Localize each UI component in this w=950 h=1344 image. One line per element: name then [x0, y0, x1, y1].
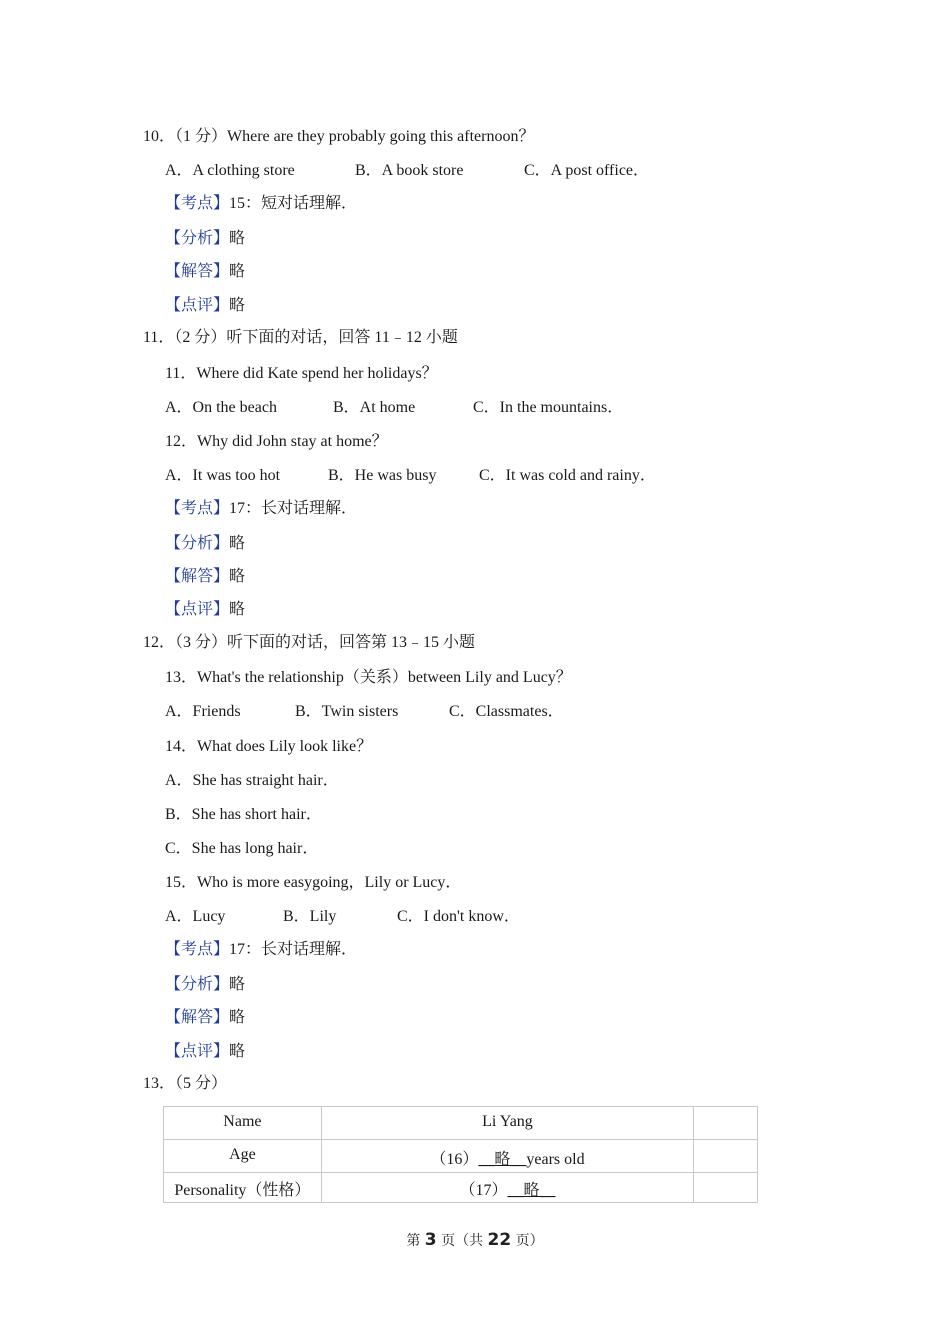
q12-sub1-options	[165, 702, 564, 722]
fenxi-tag: 【分析】	[165, 976, 230, 993]
kaodian-tag: 【考点】	[165, 500, 230, 517]
q12-kaodian	[165, 940, 357, 960]
jieda-tag: 【解答】	[165, 568, 230, 585]
q10-option-c: C．A post office．	[524, 162, 650, 179]
jieda-tag: 【解答】	[165, 1009, 230, 1026]
age-label-cell: Age	[164, 1140, 322, 1173]
q10-dianping	[165, 296, 245, 316]
q11-sub2: 12．Why did John stay at home？	[165, 433, 388, 450]
age-value-cell	[321, 1140, 693, 1173]
fenxi-text: 略	[229, 535, 246, 552]
info-table	[163, 1106, 758, 1203]
dianping-tag: 【点评】	[165, 297, 230, 314]
q11-kaodian	[165, 499, 357, 519]
jieda-text: 略	[229, 568, 246, 585]
q10-jieda	[165, 262, 245, 282]
q11-sub1: 11．Where did Kate spend her holidays？	[165, 365, 438, 382]
q12-jieda	[165, 1008, 245, 1028]
q13-stem: 13．（5 分）	[143, 1075, 228, 1092]
q11-sub2-option-c: C．It was cold and rainy．	[479, 467, 656, 484]
q10-kaodian	[165, 194, 357, 214]
q11-sub1-options	[165, 398, 623, 418]
q11-sub1-option-c: C．In the mountains．	[473, 399, 624, 416]
fenxi-tag: 【分析】	[165, 535, 230, 552]
page-footer	[0, 1230, 950, 1250]
q11-dianping	[165, 600, 245, 620]
blank-number: （16）	[430, 1151, 479, 1168]
kaodian-text: 17：长对话理解．	[229, 941, 358, 958]
q11-sub1-option-b: B．At home	[333, 399, 416, 416]
kaodian-tag: 【考点】	[165, 195, 230, 212]
table-row	[164, 1173, 758, 1203]
page-number: 3	[424, 1230, 437, 1250]
q12-fenxi	[165, 975, 245, 995]
answer-blank: ＿略＿	[478, 1151, 527, 1168]
q12-sub3-option-b: B．Lily	[283, 908, 337, 925]
personality-value-cell	[321, 1173, 693, 1203]
footer-pre: 第	[406, 1233, 425, 1249]
q12-sub2-option-a: A．She has straight hair．	[165, 772, 339, 789]
q10-option-b: B．A book store	[355, 162, 464, 179]
q12-sub2-option-c: C．She has long hair．	[165, 840, 319, 857]
q11-jieda	[165, 567, 245, 587]
kaodian-text: 17：长对话理解．	[229, 500, 358, 517]
q12-sub1-option-a: A．Friends	[165, 703, 241, 720]
answer-blank: ＿略＿	[507, 1182, 556, 1199]
dianping-tag: 【点评】	[165, 1043, 230, 1060]
q11-sub2-options	[165, 466, 656, 486]
q12-sub3-option-c: C．I don't know．	[397, 908, 520, 925]
dianping-text: 略	[229, 297, 246, 314]
q11-fenxi	[165, 534, 245, 554]
q12-dianping	[165, 1042, 245, 1062]
q10-option-a: A．A clothing store	[165, 162, 295, 179]
q10-fenxi	[165, 229, 245, 249]
kaodian-text: 15：短对话理解．	[229, 195, 358, 212]
q12-stem: 12．（3 分）听下面的对话，回答第 13﹣15 小题	[143, 634, 476, 651]
empty-cell	[694, 1140, 758, 1173]
q11-stem: 11．（2 分）听下面的对话，回答 11﹣12 小题	[143, 329, 458, 346]
q10-options	[165, 161, 649, 181]
table-row	[164, 1140, 758, 1173]
empty-cell	[694, 1107, 758, 1140]
blank-number: （17）	[459, 1182, 508, 1199]
page-total: 22	[487, 1230, 512, 1250]
footer-mid: 页（共	[436, 1233, 488, 1249]
name-value-cell: Li Yang	[321, 1107, 693, 1140]
jieda-text: 略	[229, 1009, 246, 1026]
q12-sub2: 14．What does Lily look like？	[165, 738, 373, 755]
dianping-text: 略	[229, 1043, 246, 1060]
q12-sub1-option-c: C．Classmates．	[449, 703, 564, 720]
q11-sub2-option-b: B．He was busy	[328, 467, 437, 484]
q11-sub2-option-a: A．It was too hot	[165, 467, 281, 484]
table-row	[164, 1107, 758, 1140]
unit-text: years old	[526, 1151, 585, 1168]
q12-sub1-option-b: B．Twin sisters	[295, 703, 399, 720]
kaodian-tag: 【考点】	[165, 941, 230, 958]
q10-stem: 10．（1 分）Where are they probably going this afternoon？	[143, 128, 535, 145]
q12-sub1: 13．What's the relationship（关系）between Lily and Lucy？	[165, 669, 572, 686]
q12-sub3: 15．Who is more easygoing，Lily or Lucy．	[165, 874, 462, 891]
jieda-text: 略	[229, 263, 246, 280]
fenxi-text: 略	[229, 230, 246, 247]
empty-cell	[694, 1173, 758, 1203]
dianping-text: 略	[229, 601, 246, 618]
dianping-tag: 【点评】	[165, 601, 230, 618]
q12-sub3-options	[165, 907, 520, 927]
personality-label-cell: Personality（性格）	[164, 1173, 322, 1203]
name-label-cell: Name	[164, 1107, 322, 1140]
fenxi-text: 略	[229, 976, 246, 993]
q12-sub3-option-a: A．Lucy	[165, 908, 226, 925]
footer-post: 页）	[511, 1233, 544, 1249]
jieda-tag: 【解答】	[165, 263, 230, 280]
fenxi-tag: 【分析】	[165, 230, 230, 247]
q11-sub1-option-a: A．On the beach	[165, 399, 277, 416]
q12-sub2-option-b: B．She has short hair．	[165, 806, 322, 823]
